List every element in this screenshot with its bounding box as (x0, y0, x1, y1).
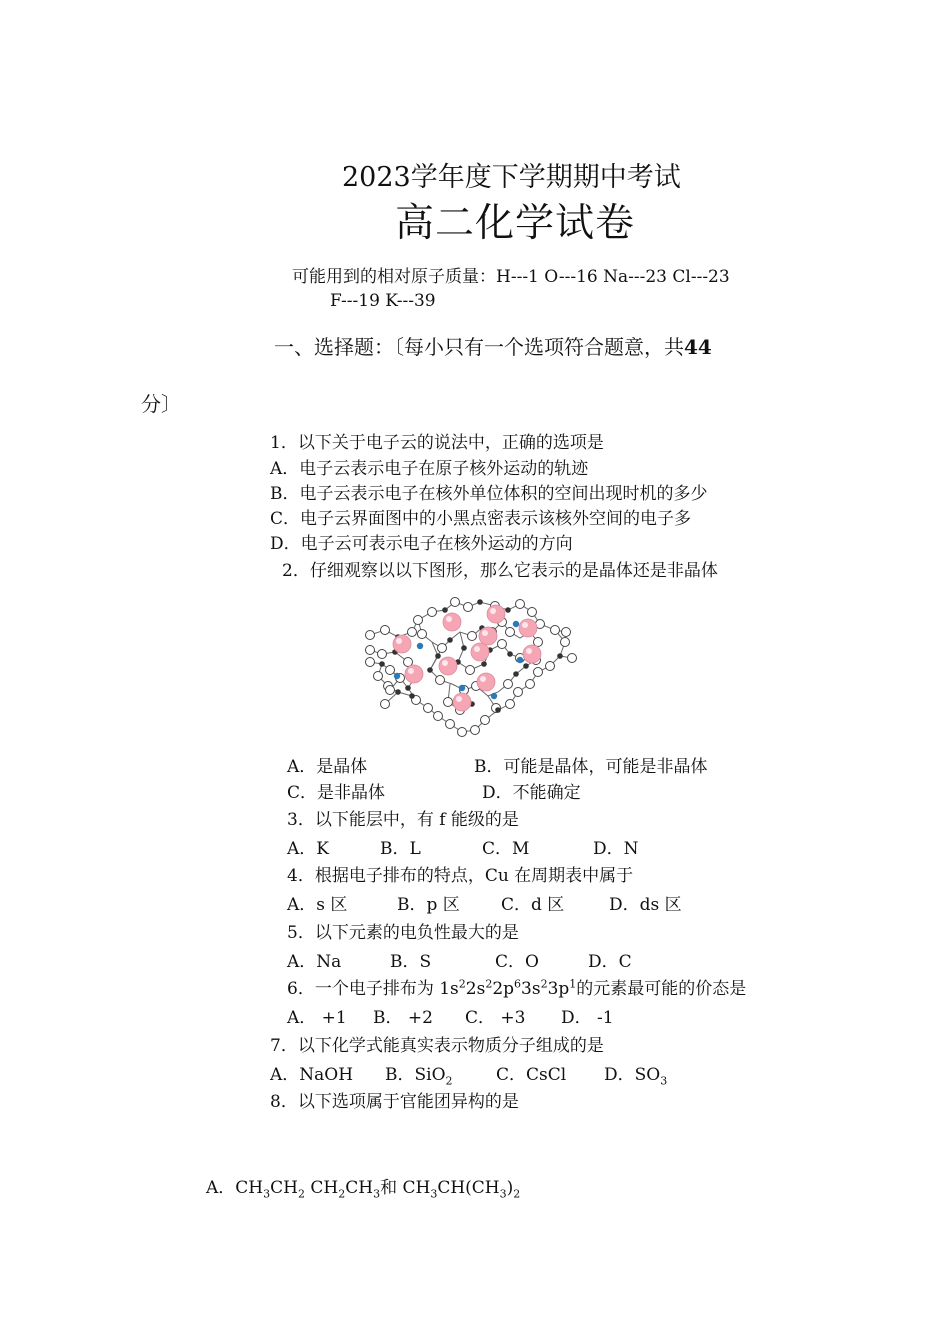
q6-option-b: B． +2 (373, 1008, 433, 1028)
exam-title-line1: 2023学年度下学期期中考试 (342, 162, 681, 193)
formula-part: CH(CH (437, 1178, 500, 1198)
q3-stem: 3．以下能层中，有 f 能级的是 (287, 810, 519, 830)
q7-option-a: A．NaOH (270, 1065, 354, 1085)
hollow-atoms (366, 598, 577, 737)
q3-option-a: A．K (287, 839, 329, 859)
formula-sub: 3 (499, 1187, 507, 1201)
q4-stem: 4．根据电子排布的特点，Cu 在周期表中属于 (287, 866, 634, 886)
q6-stem-suffix: 的元素最可能的价态是 (576, 979, 747, 999)
q2-stem: 2．仔细观察以以下图形，那么它表示的是晶体还是非晶体 (282, 561, 718, 581)
q5-option-c: C．O (495, 952, 539, 972)
q1-option-c: C．电子云界面图中的小黑点密表示该核外空间的电子多 (270, 509, 692, 529)
config-3p-exp: 1 (569, 977, 577, 991)
config-3s: 3s (521, 979, 541, 999)
q7-option-c: C．CsCl (496, 1065, 567, 1085)
config-2s: 2s (465, 979, 486, 999)
formula-sub: 2 (338, 1187, 346, 1201)
formula-sub: 2 (513, 1187, 521, 1201)
q6-stem (287, 974, 746, 999)
section-heading-main: 一、选择题：〔每小只有一个选项符合题意，共 (274, 335, 684, 359)
section-heading-points: 44 (684, 335, 712, 359)
config-3p: 3p (547, 979, 570, 999)
q4-option-a: A．s 区 (287, 895, 348, 915)
q6-option-a: A． +1 (287, 1008, 347, 1028)
q5-stem: 5．以下元素的电负性最大的是 (287, 923, 519, 943)
q6-option-c: C． +3 (465, 1008, 526, 1028)
q7-option-b-sub: 2 (445, 1074, 453, 1088)
q8-option-a (206, 1173, 520, 1200)
q2-option-b: B．可能是晶体，可能是非晶体 (474, 757, 708, 777)
formula-part: ) (506, 1178, 514, 1198)
atomic-masses-line2: F---19 K---39 (330, 291, 436, 311)
q6-stem-prefix: 6．一个电子排布为 (287, 979, 440, 999)
q7-option-b-main: B．SiO (385, 1065, 446, 1085)
formula-part: CH (270, 1178, 298, 1198)
q1-stem: 1．以下关于电子云的说法中，正确的选项是 (270, 433, 604, 453)
section-heading (274, 331, 712, 360)
q7-option-b (385, 1060, 453, 1087)
config-2p: 2p (492, 979, 515, 999)
formula-part: 和 CH (380, 1178, 431, 1198)
config-2s-exp: 2 (485, 977, 493, 991)
q3-option-d: D．N (593, 839, 639, 859)
exam-title-line2: 高二化学试卷 (395, 201, 636, 246)
q2-option-c: C．是非晶体 (287, 783, 386, 803)
q3-option-b: B．L (380, 839, 421, 859)
atomic-masses-line1: 可能用到的相对原子质量：H---1 O---16 Na---23 Cl---23 (292, 267, 730, 287)
q7-option-d-main: D．SO (604, 1065, 661, 1085)
q1-option-b: B．电子云表示电子在核外单位体积的空间出现时机的多少 (270, 484, 708, 504)
q4-option-c: C．d 区 (501, 895, 565, 915)
q5-option-d: D．C (588, 952, 632, 972)
formula-part: CH (345, 1178, 374, 1198)
q6-option-d: D． -1 (561, 1008, 614, 1028)
section-heading-tail: 分〕 (141, 392, 181, 416)
q1-option-a: A．电子云表示电子在原子核外运动的轨迹 (270, 459, 589, 479)
formula-sub: 3 (430, 1187, 438, 1201)
q4-option-d: D．ds 区 (609, 895, 682, 915)
q5-option-a: A．Na (287, 952, 342, 972)
q7-option-d-sub: 3 (660, 1074, 668, 1088)
q5-option-b: B．S (390, 952, 432, 972)
q1-option-d: D．电子云可表示电子在核外运动的方向 (270, 534, 573, 554)
q8-option-a-label: A． (206, 1178, 236, 1198)
config-3s-exp: 2 (540, 977, 548, 991)
q2-option-d: D．不能确定 (482, 783, 581, 803)
formula-part: CH (235, 1178, 264, 1198)
formula-sub: 2 (297, 1187, 305, 1201)
q4-option-b: B．p 区 (397, 895, 460, 915)
q7-option-d (604, 1060, 667, 1087)
q3-option-c: C．M (482, 839, 530, 859)
q2-option-a: A．是晶体 (287, 757, 368, 777)
formula-sub: 3 (263, 1187, 271, 1201)
formula-sub: 3 (373, 1187, 381, 1201)
config-1s-exp: 2 (458, 977, 466, 991)
q8-stem: 8．以下选项属于官能团异构的是 (270, 1092, 519, 1112)
formula-part: CH (304, 1178, 339, 1198)
config-2p-exp: 6 (514, 977, 522, 991)
config-1s: 1s (439, 979, 459, 999)
electron-configuration (439, 979, 576, 999)
crystal-structure-figure (360, 592, 580, 742)
q7-stem: 7．以下化学式能真实表示物质分子组成的是 (270, 1036, 604, 1056)
